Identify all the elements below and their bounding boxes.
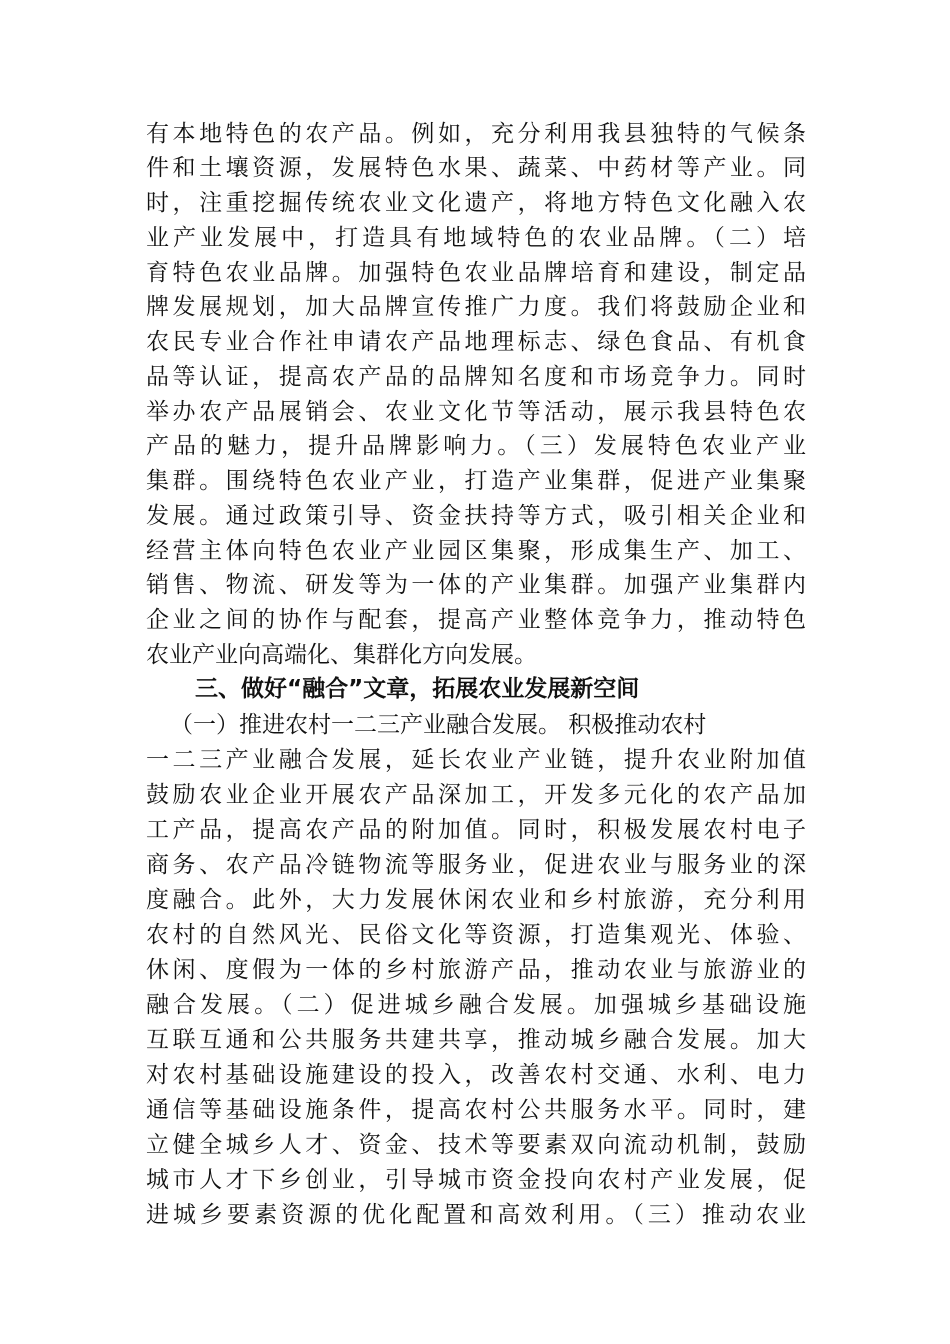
paragraph-2-line: 鼓励农业企业开展农产品深加工，开发多元化的农产品加 (146, 782, 806, 808)
paragraph-1-line: 业产业发展中，打造具有地域特色的农业品牌。（二）培 (146, 225, 806, 251)
paragraph-1-line: 产品的魅力，提升品牌影响力。（三）发展特色农业产业 (146, 433, 806, 459)
paragraph-2-line: 通信等基础设施条件，提高农村公共服务水平。同时，建 (146, 1097, 806, 1123)
paragraph-2-line: （一）推进农村一二三产业融合发展。 积极推动农村 (170, 712, 707, 738)
paragraph-1-line: 农业产业向高端化、集群化方向发展。 (146, 642, 537, 668)
paragraph-2-line: 工产品，提高农产品的附加值。同时，积极发展农村电子 (146, 817, 806, 843)
paragraph-2-line: 对农村基础设施建设的投入，改善农村交通、水利、电力 (146, 1062, 806, 1088)
section-heading: 三、做好“融合”文章，拓展农业发展新空间 (195, 676, 640, 702)
paragraph-1-line: 育特色农业品牌。加强特色农业品牌培育和建设，制定品 (146, 260, 806, 286)
paragraph-1-line: 有本地特色的农产品。例如，充分利用我县独特的气候条 (146, 121, 806, 147)
paragraph-2-line: 立健全城乡人才、资金、技术等要素双向流动机制，鼓励 (146, 1132, 806, 1158)
paragraph-1-line: 举办农产品展销会、农业文化节等活动，展示我县特色农 (146, 399, 806, 425)
paragraph-2-line: 进城乡要素资源的优化配置和高效利用。（三）推动农业 (146, 1202, 806, 1228)
paragraph-1-line: 时，注重挖掘传统农业文化遗产，将地方特色文化融入农 (146, 190, 806, 216)
paragraph-2-line: 商务、农产品冷链物流等服务业，促进农业与服务业的深 (146, 852, 806, 878)
paragraph-2-line: 城市人才下乡创业，引导城市资金投向农村产业发展，促 (146, 1167, 806, 1193)
paragraph-1-line: 件和土壤资源，发展特色水果、蔬菜、中药材等产业。同 (146, 155, 806, 181)
paragraph-2-line: 农村的自然风光、民俗文化等资源，打造集观光、体验、 (146, 922, 806, 948)
paragraph-1-line: 牌发展规划，加大品牌宣传推广力度。我们将鼓励企业和 (146, 294, 806, 320)
paragraph-1-line: 经营主体向特色农业产业园区集聚，形成集生产、加工、 (146, 538, 806, 564)
paragraph-2-line: 度融合。此外，大力发展休闲农业和乡村旅游，充分利用 (146, 887, 806, 913)
paragraph-2-line: 融合发展。（二）促进城乡融合发展。加强城乡基础设施 (146, 992, 806, 1018)
paragraph-2-line: 互联互通和公共服务共建共享，推动城乡融合发展。加大 (146, 1027, 806, 1053)
paragraph-1-line: 农民专业合作社申请农产品地理标志、绿色食品、有机食 (146, 329, 806, 355)
paragraph-1-line: 品等认证，提高农产品的品牌知名度和市场竞争力。同时 (146, 364, 806, 390)
paragraph-2-line: 一二三产业融合发展，延长农业产业链，提升农业附加值 (146, 747, 806, 773)
paragraph-1-line: 发展。通过政策引导、资金扶持等方式，吸引相关企业和 (146, 503, 806, 529)
paragraph-1-line: 销售、物流、研发等为一体的产业集群。加强产业集群内 (146, 572, 806, 598)
paragraph-1-line: 企业之间的协作与配套，提高产业整体竞争力，推动特色 (146, 607, 806, 633)
paragraph-2-line: 休闲、度假为一体的乡村旅游产品，推动农业与旅游业的 (146, 957, 806, 983)
paragraph-1-line: 集群。围绕特色农业产业，打造产业集群，促进产业集聚 (146, 468, 806, 494)
